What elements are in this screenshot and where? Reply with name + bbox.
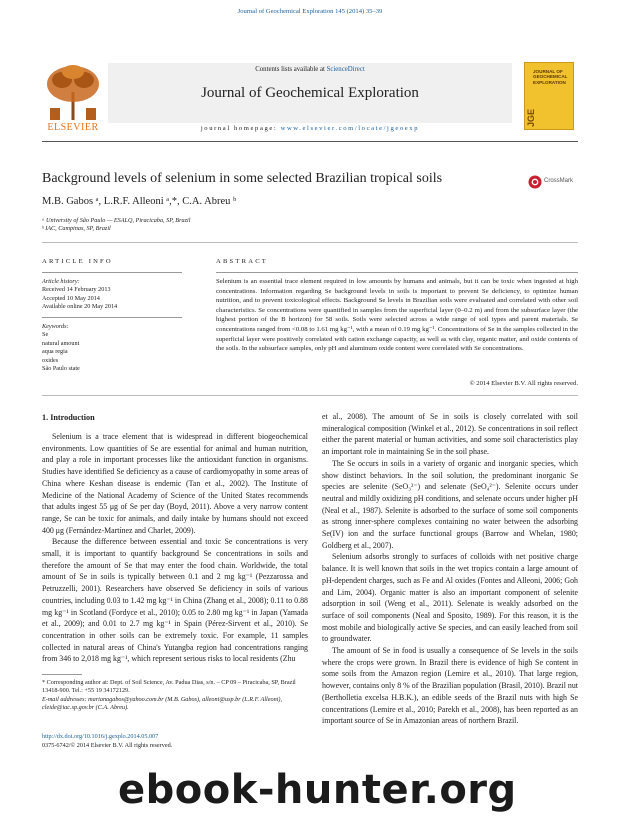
watermark-text: ebook-hunter.org [118, 767, 517, 813]
journal-name: Journal of Geochemical Exploration [201, 85, 419, 101]
accepted-date: Accepted 10 May 2014 [42, 294, 100, 302]
homepage-line: journal homepage: www.elsevier.com/locate/jgeoexp [200, 125, 420, 132]
paragraph: The amount of Se in food is usually a consequence of Se levels in the soils where the crops were grown. In Brazil there is evidence of high Se content in some soils from the Amazon region (Lemire et al., 2010). That large region, however, contains only 8 % of the Brazilian population (Brasil, 2010). Brazil nut (Bertholletia excelsa H.B.K.), an edible seeds of the Brazil nuts with high Se concentrations (Lemire et al., 2010; Parekh et al., 2008), has been reported as an important source of Se in Amazonian areas of northern Brazil. [322, 646, 578, 726]
cover-abbr: JGE [526, 108, 536, 127]
abstract-heading: ABSTRACT [216, 258, 269, 265]
doi-link[interactable]: http://dx.doi.org/10.1016/j.gexplo.2014.05.007 [42, 733, 159, 740]
author-list: M.B. Gabos ᵃ, L.R.F. Alleoni ᵃ,*, C.A. Abreu ᵇ [42, 196, 237, 207]
cover-title: JOURNAL OF GEOCHEMICAL EXPLORATION [533, 69, 568, 85]
paragraph: Selenium is a trace element that is widespread in different biogeochemical environments. Low quantities of Se are essential for animal and human nutrition, and play a role in important processes like the antioxidant function in organisms. Studies have identified Se deficiency as a cause of cardiomyopathy in some areas of China where Keshan disease is endemic (Tan et al., 2002). The Institute of Medicine of the National Academy of Science of the United States recommends that adults ingest 55 μg of Se per day (Boyd, 2011). Above a very narrow content range, Se can be toxic for animals, and daily intake by humans should not exceed 400 μg (Fernández-Martínez and Charlet, 2009). [42, 432, 308, 535]
paragraph: The Se occurs in soils in a variety of organic and inorganic species, which show distinct behaviors. In the soil solution, the predominant inorganic Se species are selenite (SeO₃²⁻) and selenate (SeO₄²⁻). Selenite occurs under neutral and mildly oxidizing pH conditions, and selenate occurs under higher pH (Neal et al., 1987). Selenite is adsorbed to the surface of some soil components as strong inner-sphere complexes containing no water between the adsorbing Se(IV) ion and the surface functional groups (Barrow and Whelan, 1980; Goldberg et al., 2007). [322, 458, 578, 550]
right-column [322, 411, 578, 727]
received-date: Received 14 February 2013 [42, 286, 111, 294]
paragraph: Because the difference between essential and toxic Se concentrations is very small, it is important to quantify background Se concentrations in soils and therefore the amount of Se that may enter the food chain. Worldwide, the total amount of Se in soils is typically between 0.1 and 2 mg kg⁻¹ (Pezzarossa and Petruzzelli, 2001). Researchers have observed Se deficiency in soils of various countries, including 0.03 to 1.42 mg kg⁻¹ in China (Zhang et al., 2008); 0.11 to 0.88 mg kg⁻¹ in Scotland (Fordyce et al., 2010); 0.05 to 2.80 mg kg⁻¹ in Japan (Yamada et al., 2009); and 0.01 to 2.7 mg kg⁻¹ in Spain (Pérez-Sirvent et al., 2010). Se concentration in other soils can be extremely toxic. For example, 11 samples collected in natural areas of China's Yutangba region had concentrations ranging from 346 to 2,018 mg kg⁻¹, which represent serious risks to local residents (Zhu [42, 537, 308, 664]
keyword: Se [42, 331, 49, 339]
keyword: oxides [42, 356, 59, 364]
issn-line: 0375-6742/© 2014 Elsevier B.V. All rights reserved. [42, 742, 173, 749]
history-label: Article history: [42, 278, 80, 285]
elsevier-tree-logo [42, 62, 104, 122]
paragraph: et al., 2008). The amount of Se in soils is closely correlated with soil mineralogical composition (Winkel et al., 2012). Se concentrations in soil reflect either the parent material or human activities, and some soil characteristics play an important role in maintaining Se in the soil phase. [322, 412, 578, 457]
keywords-block [42, 323, 182, 373]
keywords-label: Keywords: [42, 323, 69, 330]
section-heading-introduction: 1. Introduction [42, 413, 95, 422]
crossmark-icon [528, 175, 542, 189]
affiliation-b: ᵇ IAC, Campinas, SP, Brazil [42, 225, 111, 233]
article-info-heading: ARTICLE INFO [42, 258, 113, 265]
keyword: São Paulo state [42, 365, 80, 373]
elsevier-wordmark: ELSEVIER [47, 122, 99, 133]
keyword: natural amount [42, 339, 80, 347]
abstract-text: Selenium is an essential trace element required in low amounts by humans and animals, but it can be toxic when ingested at high concentrations. Information regarding Se background levels in soils is important to prevent Se deficiency, to optimize human nutrition, and to prevent toxicological effects. Background Se levels in Brazilian soils were evaluated and correlated with other soil characteristics. Se concentrations were quantified in samples from the superficial layer (0–0.2 m) and from the subsurface layer (the highest portion of the B horizon) for 58 soils. Soils were selected across a wide range of soil types and parent materials. Se concentrations ranged from <0.08 to 1.61 mg kg⁻¹, with a mean of 0.19 mg kg⁻¹. Concentrations of Se in the samples collected in the superficial layer were positively correlated with cation exchange capacity, as well as with clay, organic matter, and oxide contents of the soils. In the subsurface samples, only pH and aluminum oxide content were correlated with Se concentrations. [216, 278, 578, 353]
online-date: Available online 20 May 2014 [42, 303, 118, 311]
keyword: aqua regia [42, 348, 68, 356]
affiliation-a: ᵃ University of São Paulo — ESALQ, Piracicaba, SP, Brazil [42, 217, 191, 224]
affiliations [42, 217, 342, 234]
article-title: Background levels of selenium in some selected Brazilian tropical soils [42, 171, 443, 186]
left-column [42, 431, 308, 665]
contents-line: Contents lists available at ScienceDirect [255, 66, 365, 73]
crossmark-badge[interactable] [528, 175, 578, 189]
homepage-link[interactable]: www.elsevier.com/locate/jgeoexp [280, 125, 420, 132]
copyright-notice: © 2014 Elsevier B.V. All rights reserved. [469, 380, 578, 387]
journal-cover-thumbnail [524, 62, 574, 130]
corresponding-author-footnote: * Corresponding author at: Dept. of Soil Science, Av. Padua Dias, s/n. – CP 09 – Piracicaba, SP, Brazil 13418-900. Tel.: +55 19 34172129. E-mail addresses: marianagabos@yahoo.com.br (M.B. Gabos), alleoni@usp.br (L.R.F. Alleoni), cleide@iac.sp.gov.br (C.A. Abreu). [42, 679, 296, 712]
crossmark-label: CrossMark [544, 178, 574, 184]
sciencedirect-link[interactable]: ScienceDirect [326, 66, 365, 73]
journal-citation[interactable]: Journal of Geochemical Exploration 145 (2014) 35–39 [237, 8, 383, 15]
article-history [42, 278, 182, 312]
paragraph: Selenium adsorbs strongly to surfaces of colloids with net positive charge balance. It is well known that soils in the wet tropics contain a large amount of pH-dependent charges, such as Fe and Al oxides (Fontes and Alleoni, 2006; Goh and Lim, 2004). Organic matter is also an important component of selenite adsorption in soil (Weng et al., 2011). Selenate is weakly adsorbed on the surface of soil components (Neal and Sposito, 1989). For this reason, it is the most mobile and biologically active Se species, and can easily leached from soil to groundwater. [322, 552, 578, 644]
